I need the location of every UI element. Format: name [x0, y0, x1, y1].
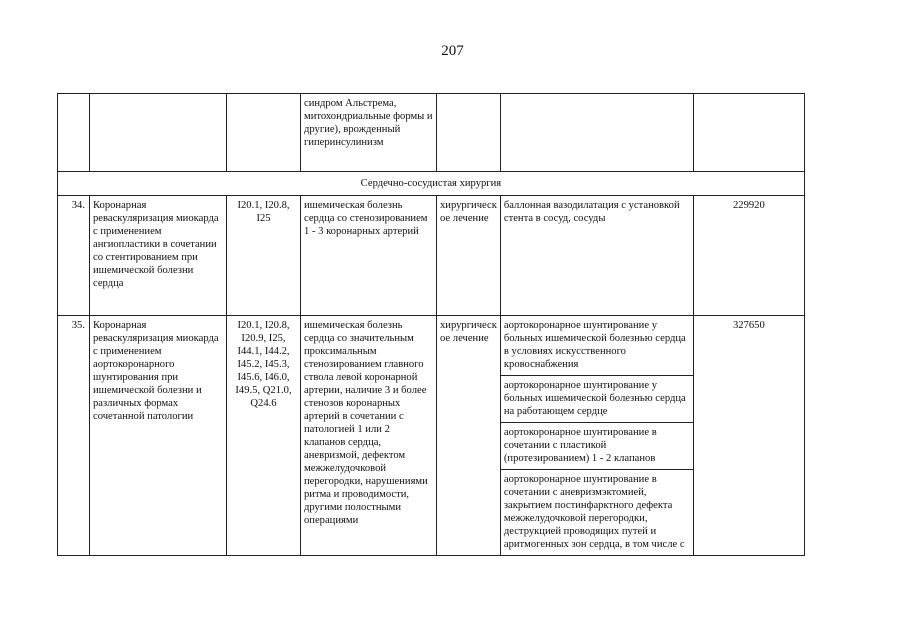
table-row-continuation — [58, 94, 805, 172]
row-treatment-type: хирургическ ое лечение — [437, 316, 501, 556]
page-number: 207 — [441, 43, 464, 59]
row-number: 34. — [58, 196, 90, 316]
section-header-row — [58, 172, 805, 196]
row-number: 35. — [58, 316, 90, 556]
cell-cost — [693, 94, 804, 172]
row-method: баллонная вазодилатация с установкой стента в сосуд, сосуды — [500, 196, 693, 316]
cell-treatment-type — [437, 94, 501, 172]
row-cost: 327650 — [693, 316, 804, 556]
row-name: Коронарная реваскуляризация миокарда с применением ангиопластики в сочетании со стентированием при ишемической болезни сердца — [90, 196, 227, 316]
row-cost: 229920 — [693, 196, 804, 316]
cell-condition: синдром Альстрема, митохондриальные формы и другие), врожденный гиперинсулинизм — [301, 94, 437, 172]
row-condition: ишемическая болезнь сердца со значительным проксимальным стенозированием главного ствола левой коронарной артерии, наличие 3 и более стенозов коронарных артерий в сочетании с патологией 1 или 2 клапанов сердца, аневризмой, дефектом межжелудочковой перегородки, нарушениями ритма и проводимости, другими полостными операциями — [301, 316, 437, 556]
table-row-35 — [58, 316, 805, 556]
method-item: аортокоронарное шунтирование у больных ишемической болезнью сердца в условиях искусственного кровоснабжения — [501, 316, 693, 376]
cell-codes — [227, 94, 301, 172]
method-item: аортокоронарное шунтирование в сочетании с пластикой (протезированием) 1 - 2 клапанов — [501, 423, 693, 470]
row-treatment-type: хирургическ ое лечение — [437, 196, 501, 316]
method-item: аортокоронарное шунтирование в сочетании с аневризмэктомией, закрытием постинфарктного дефекта межжелудочковой перегородки, деструкцией проводящих путей и аритмогенных зон сердца, в том числе с — [503, 474, 685, 550]
medical-care-table — [57, 93, 805, 556]
row-condition: ишемическая болезнь сердца со стенозированием 1 - 3 коронарных артерий — [301, 196, 437, 316]
cell-name — [90, 94, 227, 172]
table-row-34 — [58, 196, 805, 316]
method-item: аортокоронарное шунтирование у больных ишемической болезнью сердца на работающем сердце — [501, 376, 693, 423]
cell-methods — [500, 94, 693, 172]
section-title: Сердечно-сосудистая хирургия — [58, 172, 805, 196]
row-name: Коронарная реваскуляризация миокарда с применением аортокоронарного шунтирования при ишемической болезни и различных формах сочетанной патологии — [90, 316, 227, 556]
row-codes: I20.1, I20.8, I25 — [227, 196, 301, 316]
cell-number — [58, 94, 90, 172]
row-methods — [500, 316, 693, 556]
row-codes: I20.1, I20.8, I20.9, I25, I44.1, I44.2, I45.2, I45.3, I45.6, I46.0, I49.5, Q21.0, Q24.6 — [227, 316, 301, 556]
